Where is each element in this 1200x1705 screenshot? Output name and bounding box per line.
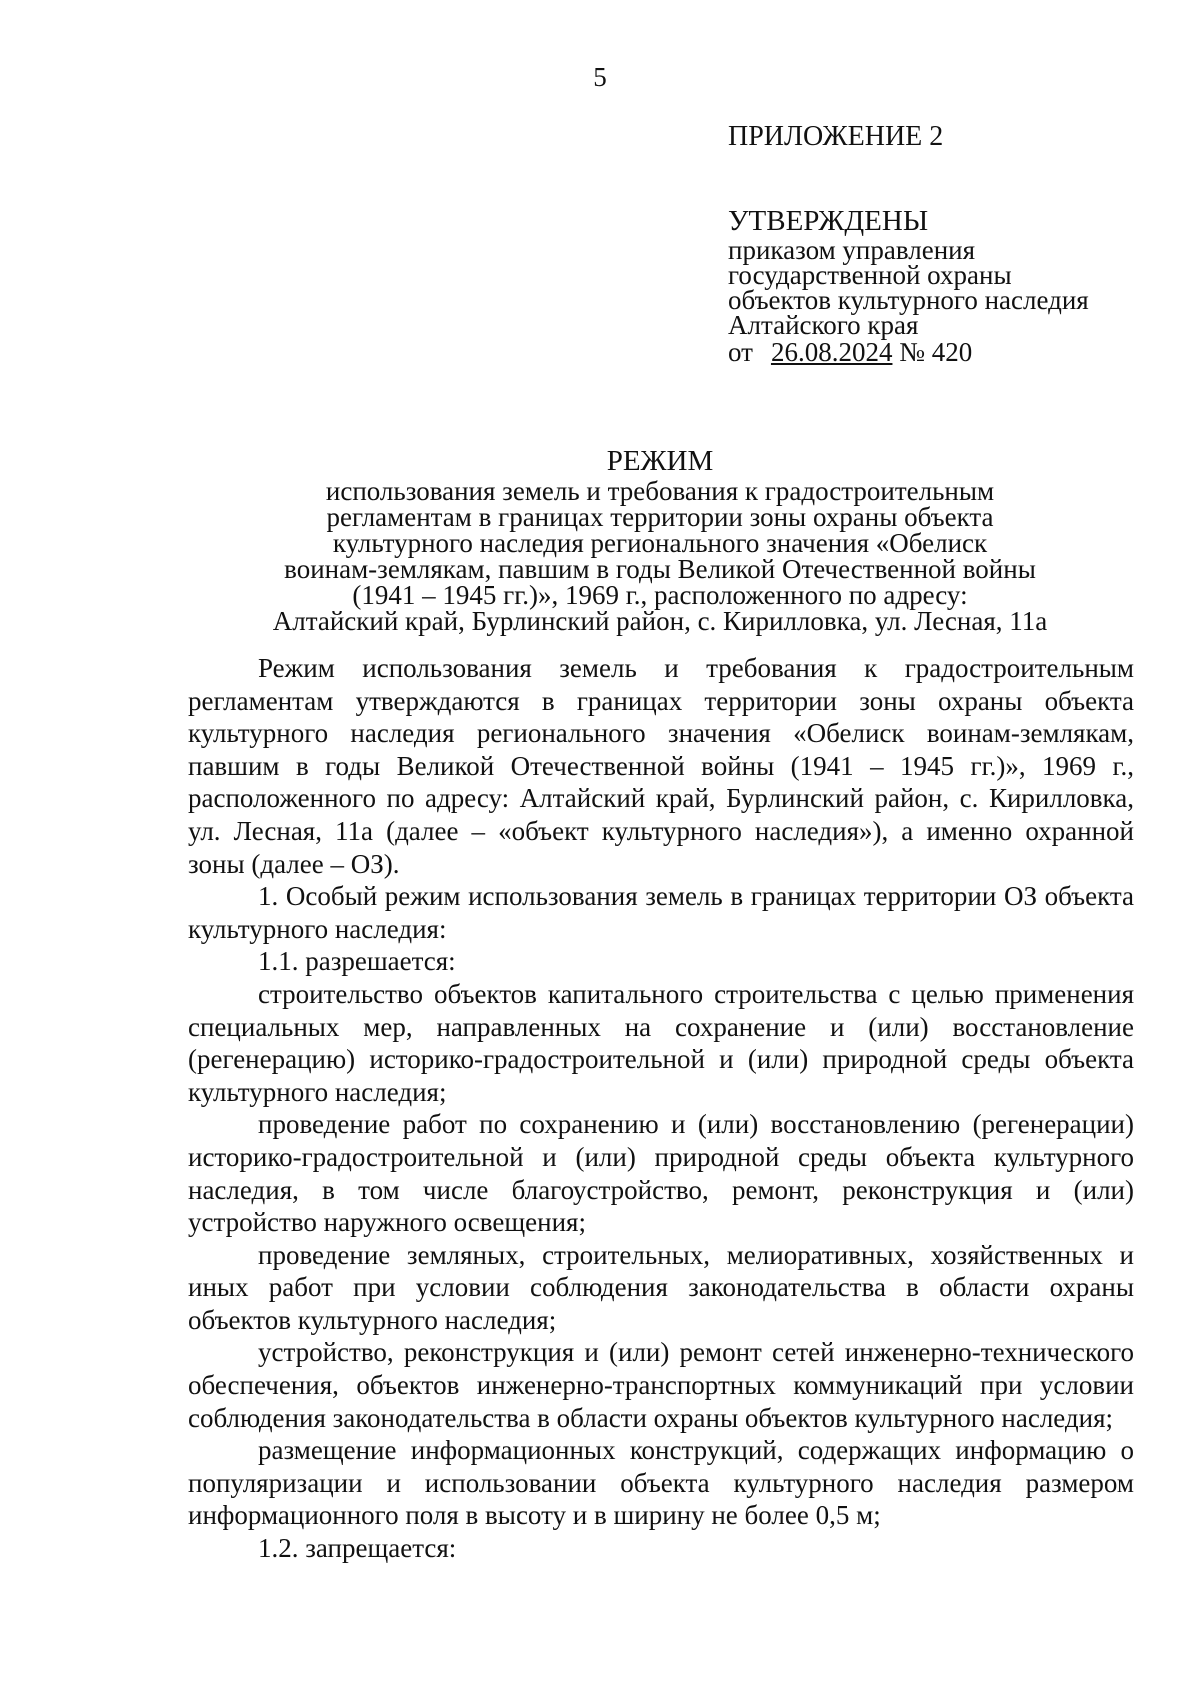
approval-line: Алтайского края bbox=[728, 310, 919, 340]
document-title bbox=[180, 444, 1140, 634]
body-paragraph: размещение информационных конструкций, содержащих информацию о популяризации и использовании объекта культурного наследия размером информационного поля в высоту и в ширину не более 0,5 м; bbox=[188, 1435, 1134, 1531]
date-prefix: от bbox=[728, 337, 753, 367]
document-body bbox=[188, 652, 1134, 1565]
approved-label: УТВЕРЖДЕНЫ bbox=[728, 205, 929, 237]
title-line: регламентам в границах территории зоны охраны объекта bbox=[326, 502, 994, 532]
body-paragraph: 1.1. разрешается: bbox=[258, 946, 456, 977]
title-line: воинам-землякам, павшим в годы Великой Отечественной войны bbox=[284, 554, 1036, 584]
body-paragraph: проведение работ по сохранению и (или) восстановлению (регенерации) историко-градостроительной и (или) природной среды объекта культурного наследия, в том числе благоустройство, ремонт, реконструкция и (или) устройство наружного освещения; bbox=[188, 1109, 1134, 1238]
title-line: Алтайский край, Бурлинский район, с. Кирилловка, ул. Лесная, 11а bbox=[272, 606, 1048, 636]
order-number: № 420 bbox=[899, 337, 973, 367]
appendix-label: ПРИЛОЖЕНИЕ 2 bbox=[728, 121, 944, 152]
body-paragraph: Режим использования земель и требования к градостроительным регламентам утверждаются в границах территории зоны охраны объекта культурного наследия регионального значения «Обелиск воинам-землякам, павшим в годы Великой Отечественной войны (1941 – 1945 гг.)», 1969 г., расположенного по адресу: Алтайский край, Бурлинский район, с. Кирилловка, ул. Лесная, 11а (далее – «объект культурного наследия»), а именно охранной зоны (далее – ОЗ). bbox=[188, 653, 1134, 879]
body-paragraph: проведение земляных, строительных, мелиоративных, хозяйственных и иных работ при условии соблюдения законодательства в области охраны объектов культурного наследия; bbox=[188, 1239, 1134, 1335]
body-paragraph: 1.2. запрещается: bbox=[258, 1533, 457, 1564]
page-number: 5 bbox=[593, 62, 607, 92]
approval-line: приказом управления bbox=[728, 235, 976, 265]
approval-stamp-block bbox=[728, 120, 1168, 366]
title-line: (1941 – 1945 гг.)», 1969 г., расположенного по адресу: bbox=[352, 580, 968, 610]
body-paragraph: устройство, реконструкция и (или) ремонт сетей инженерно-технического обеспечения, объектов инженерно-транспортных коммуникаций при условии соблюдения законодательства в области охраны объектов культурного наследия; bbox=[188, 1337, 1134, 1433]
approval-date-line bbox=[728, 338, 1168, 366]
title-line: использования земель и требования к градостроительным bbox=[325, 476, 995, 506]
approval-line: государственной охраны bbox=[728, 260, 1012, 290]
body-paragraph: 1. Особый режим использования земель в границах территории ОЗ объекта культурного наследия: bbox=[188, 881, 1134, 944]
approval-line: объектов культурного наследия bbox=[728, 285, 1089, 315]
order-date: 26.08.2024 bbox=[770, 337, 893, 367]
title-line: культурного наследия регионального значения «Обелиск bbox=[332, 528, 988, 558]
title-heading: РЕЖИМ bbox=[606, 445, 714, 477]
body-paragraph: строительство объектов капитального строительства с целью применения специальных мер, направленных на сохранение и (или) восстановление (регенерацию) историко-градостроительной и (или) природной среды объекта культурного наследия; bbox=[188, 978, 1134, 1107]
